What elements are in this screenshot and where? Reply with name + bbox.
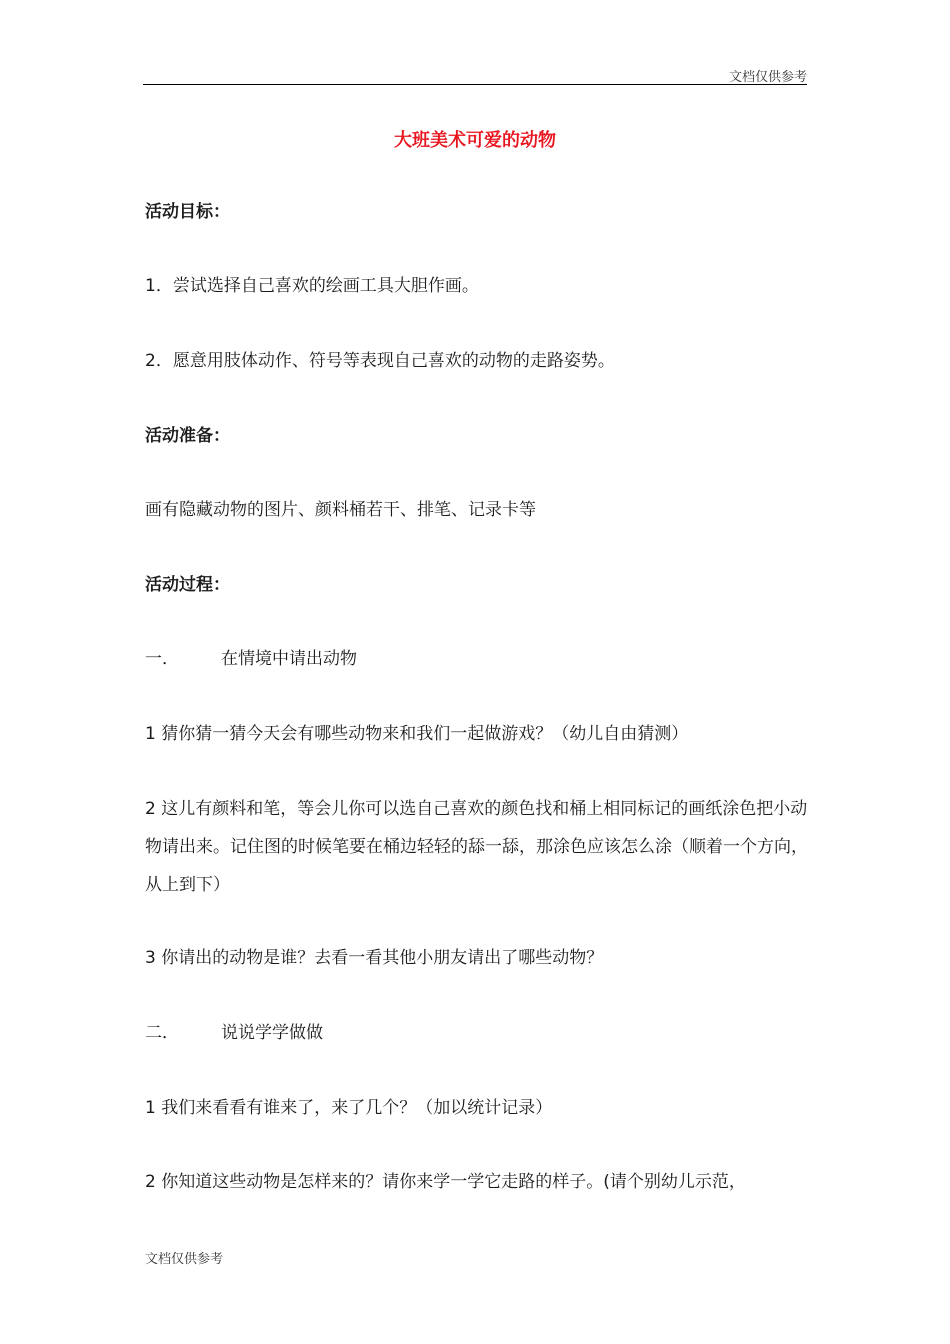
step-1-title: 在情境中请出动物 [221, 649, 357, 669]
step-1-paragraph-3: 3 你请出的动物是谁？去看一看其他小朋友请出了哪些动物？ [145, 948, 604, 968]
step-2-paragraph-2: 2 你知道这些动物是怎样来的？请你来学一学它走路的样子。(请个别幼儿示范， [145, 1172, 746, 1192]
header-note: 文档仅供参考 [728, 70, 807, 85]
document-title: 大班美术可爱的动物 [394, 130, 556, 151]
prep-text: 画有隐藏动物的图片、颜料桶若干、排笔、记录卡等 [145, 500, 536, 520]
goal-item-2: 2．愿意用肢体动作、符号等表现自己喜欢的动物的走路姿势。 [145, 351, 615, 371]
step-1-number: 一． [145, 649, 179, 669]
process-heading: 活动过程： [145, 575, 230, 595]
step-1-paragraph-2: 2 这儿有颜料和笔，等会儿你可以选自己喜欢的颜色找和桶上相同标记的画纸涂色把小动物请出来。记住图的时候笔要在桶边轻轻的舔一舔，那涂色应该怎么涂（顺着一个方向，从上到下） [145, 799, 808, 895]
step-1-paragraph-1: 1 猜你猜一猜今天会有哪些动物来和我们一起做游戏？（幼儿自由猜测） [145, 724, 689, 744]
step-2-line [145, 1014, 810, 1052]
step-2-paragraph-1: 1 我们来看看有谁来了，来了几个？（加以统计记录） [145, 1098, 553, 1118]
step-2-number: 二． [145, 1023, 179, 1043]
step-1-line [145, 640, 810, 678]
footer-note: 文档仅供参考 [145, 1252, 224, 1267]
goal-heading: 活动目标： [145, 202, 230, 222]
header-rule [143, 84, 807, 85]
step-2-title: 说说学学做做 [221, 1023, 323, 1043]
prep-heading: 活动准备： [145, 426, 230, 446]
goal-item-1: 1．尝试选择自己喜欢的绘画工具大胆作画。 [145, 276, 479, 296]
